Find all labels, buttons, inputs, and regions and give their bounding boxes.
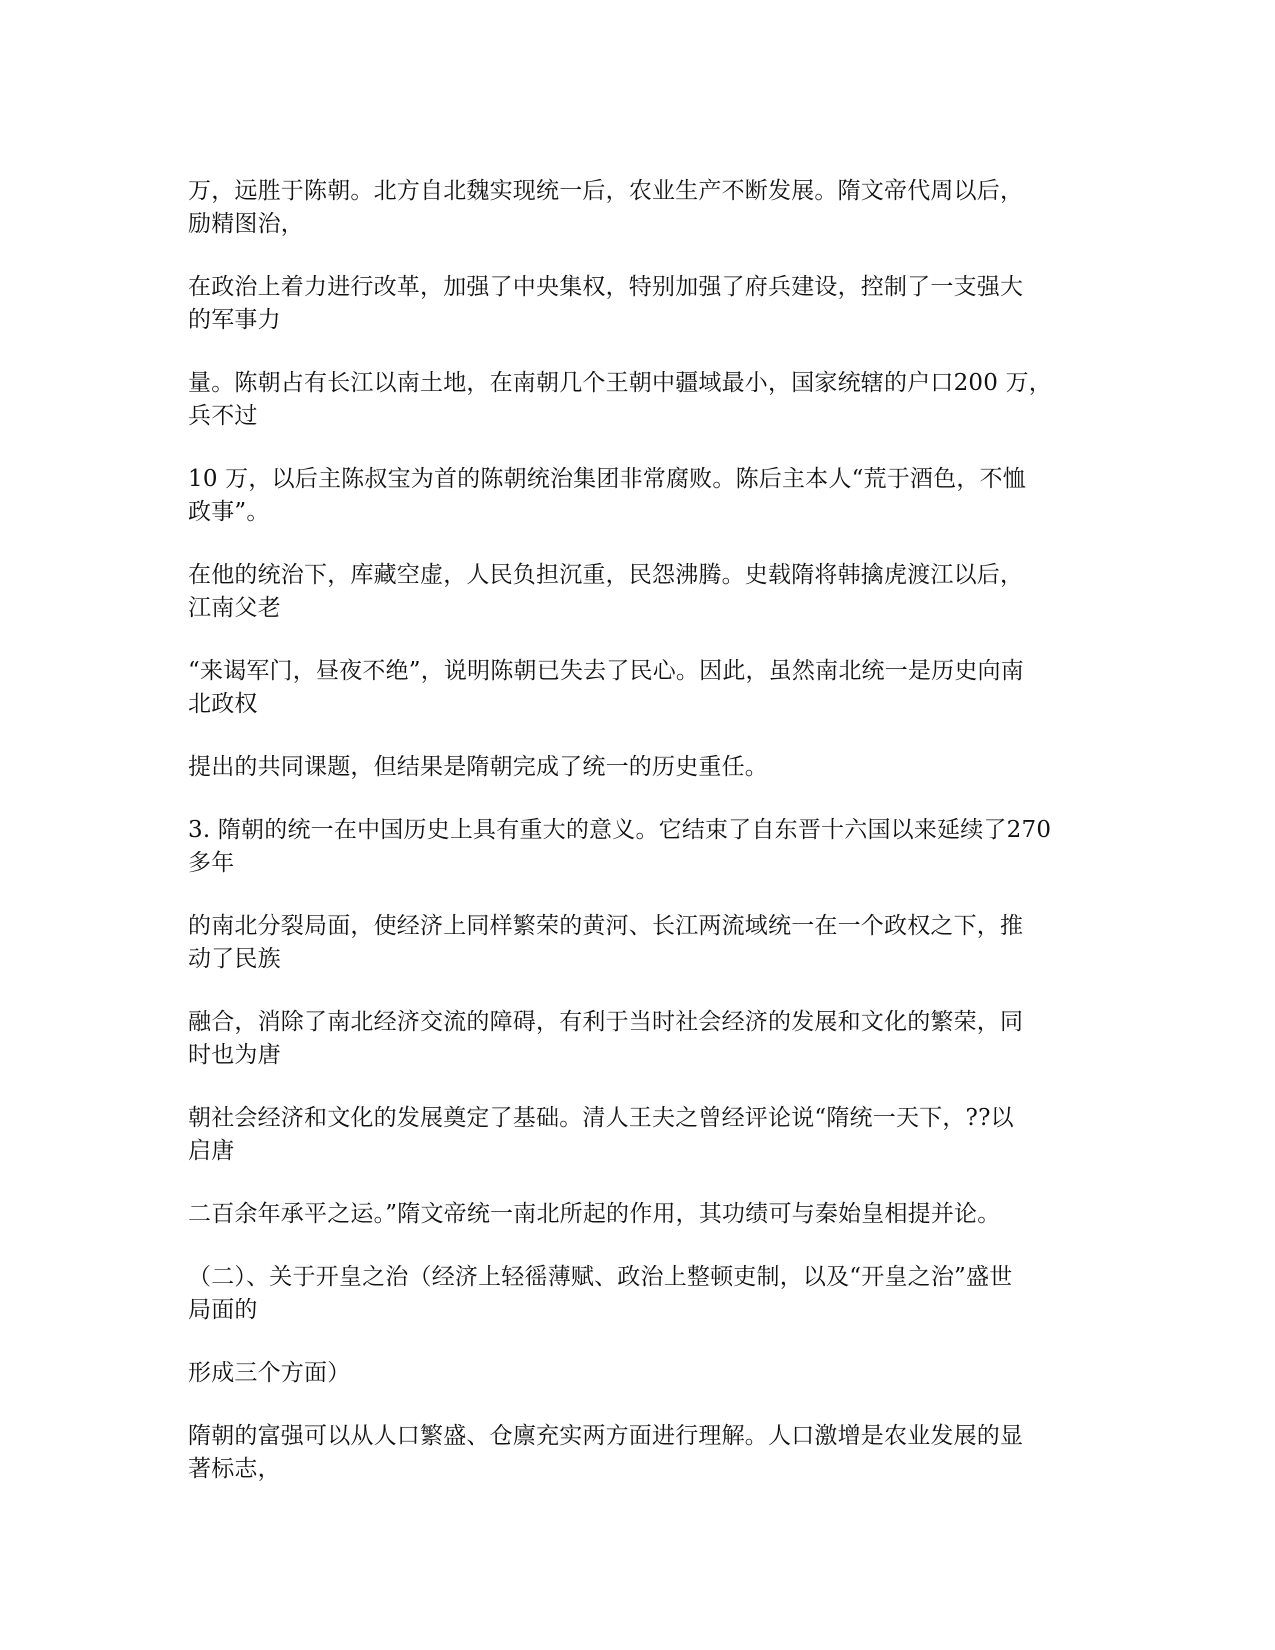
- text-line: 形成三个方面）: [188, 1360, 351, 1386]
- paragraph-10: [188, 1006, 1093, 1072]
- text-line: 在他的统治下，库藏空虚，人民负担沉重，民怨沸腾。史载隋将韩擒虎渡江以后，: [188, 562, 1024, 588]
- text-line: 3. 隋朝的统一在中国历史上具有重大的意义。它结束了自东晋十六国以来延续了270: [188, 817, 1052, 843]
- text-line: 动了民族: [188, 946, 281, 972]
- paragraph-5: [188, 559, 1093, 625]
- text-line: 励精图治，: [188, 211, 304, 237]
- paragraph-15: [188, 1420, 1093, 1486]
- text-line: 量。陈朝占有长江以南土地，在南朝几个王朝中疆域最小，国家统辖的户口200 万，: [188, 370, 1053, 396]
- text-line: 提出的共同课题，但结果是隋朝完成了统一的历史重任。: [188, 754, 768, 780]
- text-line: 融合，消除了南北经济交流的障碍，有利于当时社会经济的发展和文化的繁荣，同: [188, 1009, 1024, 1035]
- text-line: 局面的: [188, 1297, 258, 1323]
- paragraph-11: [188, 1102, 1093, 1168]
- paragraph-2: [188, 271, 1093, 337]
- text-line: （二）、关于开皇之治（经济上轻徭薄赋、政治上整顿吏制，以及“开皇之治”盛世: [188, 1264, 1013, 1290]
- text-line: 的南北分裂局面，使经济上同样繁荣的黄河、长江两流域统一在一个政权之下，推: [188, 913, 1024, 939]
- text-line: 江南父老: [188, 595, 281, 621]
- text-line: 北政权: [188, 691, 258, 717]
- paragraph-6: [188, 655, 1093, 721]
- text-line: 政事”。: [188, 499, 270, 525]
- text-line: 兵不过: [188, 403, 258, 429]
- text-line: 10 万，以后主陈叔宝为首的陈朝统治集团非常腐败。陈后主本人“荒于酒色，不恤: [188, 466, 1026, 492]
- text-line: 二百余年承平之运。”隋文帝统一南北所起的作用，其功绩可与秦始皇相提并论。: [188, 1201, 1001, 1227]
- text-line: 隋朝的富强可以从人口繁盛、仓廪充实两方面进行理解。人口激增是农业发展的显: [188, 1423, 1024, 1449]
- paragraph-4: [188, 463, 1093, 529]
- section-heading-paragraph: [188, 1261, 1093, 1327]
- text-line: 启唐: [188, 1138, 235, 1164]
- paragraph-1: [188, 175, 1093, 241]
- text-line: 朝社会经济和文化的发展奠定了基础。清人王夫之曾经评论说“隋统一天下，??以: [188, 1105, 1014, 1131]
- document-body: [188, 175, 1093, 1516]
- paragraph-12: [188, 1198, 1093, 1231]
- text-line: 万，远胜于陈朝。北方自北魏实现统一后，农业生产不断发展。隋文帝代周以后，: [188, 178, 1024, 204]
- text-line: 在政治上着力进行改革，加强了中央集权，特别加强了府兵建设，控制了一支强大: [188, 274, 1024, 300]
- text-line: 多年: [188, 850, 235, 876]
- paragraph-3: [188, 367, 1093, 433]
- paragraph-14: [188, 1357, 1093, 1390]
- paragraph-8: [188, 814, 1093, 880]
- text-line: 时也为唐: [188, 1042, 281, 1068]
- paragraph-9: [188, 910, 1093, 976]
- text-line: 著标志，: [188, 1456, 281, 1482]
- text-line: “来谒军门，昼夜不绝”，说明陈朝已失去了民心。因此，虽然南北统一是历史向南: [188, 658, 1024, 684]
- text-line: 的军事力: [188, 307, 281, 333]
- paragraph-7: [188, 751, 1093, 784]
